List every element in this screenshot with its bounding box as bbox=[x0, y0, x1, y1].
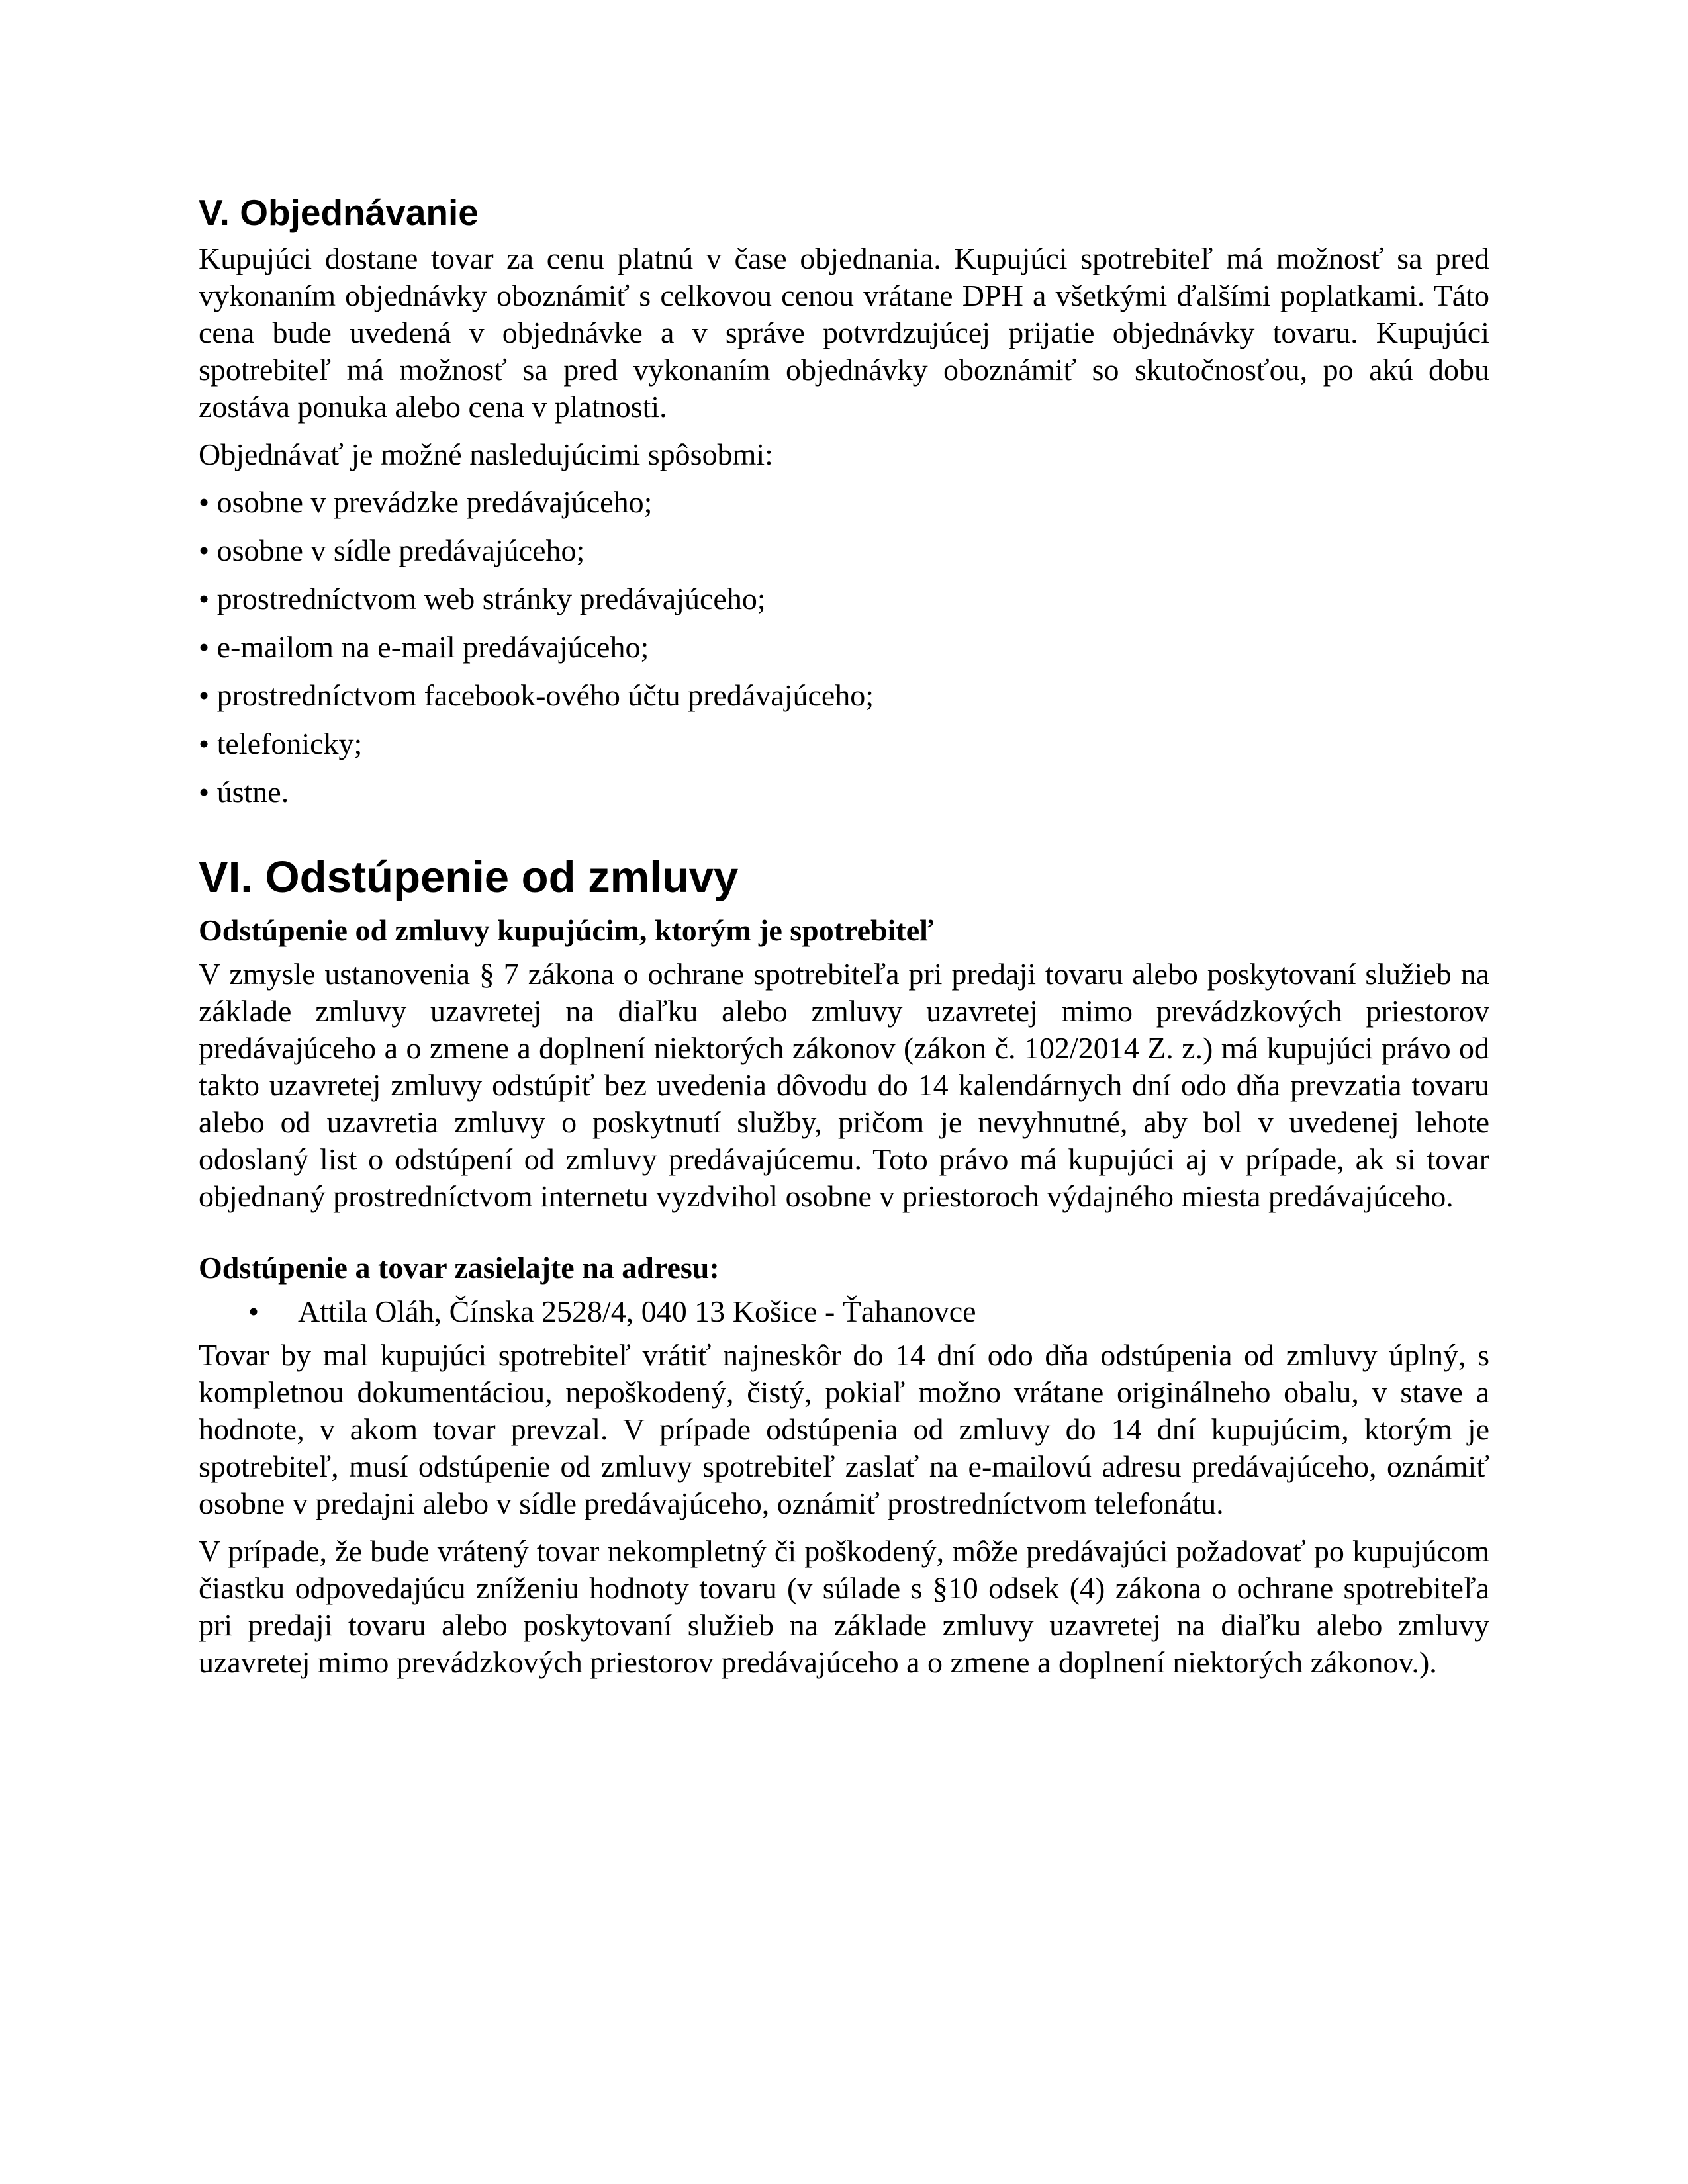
return-address: Attila Oláh, Čínska 2528/4, 040 13 Košice - Ťahanovce bbox=[298, 1295, 976, 1329]
list-item: • prostredníctvom web stránky predávajúceho; bbox=[199, 582, 766, 616]
list-item: • osobne v sídle predávajúceho; bbox=[199, 533, 585, 568]
withdrawal-subheading: Odstúpenie od zmluvy kupujúcim, ktorým je spotrebiteľ bbox=[199, 913, 934, 948]
withdrawal-paragraph-1: V zmysle ustanovenia § 7 zákona o ochrane spotrebiteľa pri predaji tovaru alebo poskytovaní služieb na základe zmluvy uzavretej na diaľku alebo zmluvy uzavretej mimo prevádzkových priestorov predávajúceho a o zmene a doplnení niektorých zákonov (zákon č. 102/2014 Z. z.) má kupujúci právo od takto uzavretej zmluvy odstúpiť bez uvedenia dôvodu do 14 kalendárnych dní odo dňa prevzatia tovaru alebo od uzavretia zmluvy o poskytnutí služby, pričom je nevyhnutné, aby bol v uvedenej lehote odoslaný list o odstúpení od zmluvy predávajúcemu. Toto právo má kupujúci aj v prípade, ak si tovar objednaný prostredníctvom internetu vyzdvihol osobne v priestoroch výdajného miesta predávajúceho. bbox=[199, 957, 1489, 1214]
return-address-heading: Odstúpenie a tovar zasielajte na adresu: bbox=[199, 1251, 720, 1285]
ordering-methods-intro: Objednávať je možné nasledujúcimi spôsobmi: bbox=[199, 437, 773, 472]
ordering-methods-list bbox=[199, 484, 1489, 811]
withdrawal-paragraph-2: Tovar by mal kupujúci spotrebiteľ vrátiť najneskôr do 14 dní odo dňa odstúpenia od zmluvy úplný, s kompletnou dokumentáciou, nepoškodený, čistý, pokiaľ možno vrátane originálneho obalu, v stave a hodnote, v akom tovar prevzal. V prípade odstúpenia od zmluvy do 14 dní kupujúcim, ktorým je spotrebiteľ, musí odstúpenie od zmluvy spotrebiteľ zaslať na e-mailovú adresu predávajúceho, oznámiť osobne v predajni alebo v sídle predávajúceho, oznámiť prostredníctvom telefonátu. bbox=[199, 1338, 1489, 1521]
document-page bbox=[199, 192, 1489, 1692]
withdrawal-paragraph-3: V prípade, že bude vrátený tovar nekompletný či poškodený, môže predávajúci požadovať po kupujúcom čiastku odpovedajúcu zníženiu hodnoty tovaru (v súlade s §10 odsek (4) zákona o ochrane spotrebiteľa pri predaji tovaru alebo poskytovaní služieb na základe zmluvy uzavretej na diaľku alebo zmluvy uzavretej mimo prevádzkových priestorov predávajúceho a o zmene a doplnení niektorých zákonov.). bbox=[199, 1534, 1489, 1680]
section-vi-heading: VI. Odstúpenie od zmluvy bbox=[199, 852, 739, 903]
bullet-icon: • bbox=[248, 1295, 259, 1329]
spacer bbox=[199, 1226, 1489, 1250]
list-item bbox=[199, 1293, 1489, 1330]
list-item: • ústne. bbox=[199, 775, 289, 809]
section-v-paragraph: Kupujúci dostane tovar za cenu platnú v čase objednania. Kupujúci spotrebiteľ má možnosť sa pred vykonaním objednávky oboznámiť s celkovou cenou vrátane DPH a všetkými ďalšími poplatkami. Táto cena bude uvedená v objednávke a v správe potvrdzujúcej prijatie objednávky tovaru. Kupujúci spotrebiteľ má možnosť sa pred vykonaním objednávky oboznámiť so skutočnosťou, po akú dobu zostáva ponuka alebo cena v platnosti. bbox=[199, 242, 1489, 424]
list-item: • prostredníctvom facebook-ového účtu predávajúceho; bbox=[199, 678, 874, 713]
return-address-list bbox=[199, 1293, 1489, 1330]
list-item: • osobne v prevádzke predávajúceho; bbox=[199, 485, 653, 520]
section-v-heading: V. Objednávanie bbox=[199, 192, 479, 233]
list-item: • telefonicky; bbox=[199, 727, 363, 761]
list-item: • e-mailom na e-mail predávajúceho; bbox=[199, 630, 649, 664]
